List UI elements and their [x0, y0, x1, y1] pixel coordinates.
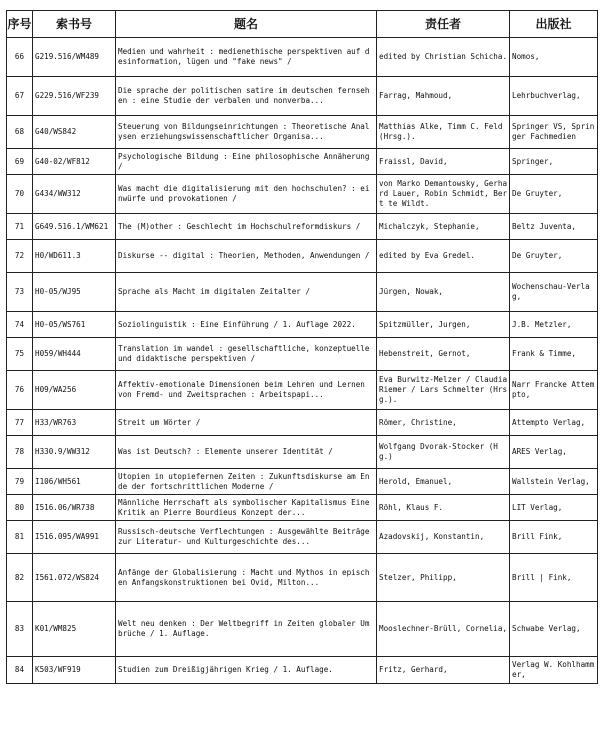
cell-publisher	[510, 240, 598, 273]
cell-publisher-text: De Gruyter,	[512, 189, 563, 198]
cell-title-text: Utopien in utopiefernen Zeiten : Zukunftsdiskurse am Ende der fortschrittlichen Moderne /	[118, 471, 370, 491]
cell-title-text: Medien und wahrheit : medienethische perspektiven auf desinformation, lügen und "fake news" /	[118, 47, 370, 66]
cell-publisher	[510, 657, 598, 684]
cell-publisher-text: Narr Francke Attempto,	[512, 380, 595, 399]
header-responsibility: 责任者	[377, 11, 510, 38]
table-row	[7, 338, 598, 371]
cell-title-text: Welt neu denken : Der Weltbegriff in Zeiten globaler Umbrüche / 1. Auflage.	[118, 619, 370, 638]
header-publisher: 出版社	[510, 11, 598, 38]
cell-seq	[7, 175, 33, 214]
cell-call-number	[33, 240, 116, 273]
table-row	[7, 657, 598, 684]
cell-seq-text: 66	[14, 52, 25, 61]
table-row	[7, 554, 598, 602]
cell-title	[116, 521, 377, 554]
cell-call-number-text: H0-05/WS761	[35, 319, 86, 329]
header-call-number: 索书号	[33, 11, 116, 38]
cell-responsibility-text: Mooslechner-Brüll, Cornelia,	[379, 624, 507, 633]
cell-call-number-text: G434/WW312	[35, 189, 81, 198]
cell-call-number	[33, 469, 116, 495]
cell-title	[116, 77, 377, 116]
cell-responsibility	[377, 410, 510, 436]
cell-seq	[7, 312, 33, 338]
cell-responsibility-text: Hebenstreit, Gernot,	[379, 349, 471, 358]
cell-responsibility	[377, 240, 510, 273]
table-row	[7, 77, 598, 116]
cell-title	[116, 495, 377, 521]
cell-responsibility	[377, 554, 510, 602]
cell-call-number	[33, 338, 116, 371]
cell-title-text: The (M)other : Geschlecht im Hochschulreformdiskurs /	[118, 221, 361, 231]
cell-title	[116, 338, 377, 371]
cell-publisher-text: Springer,	[512, 156, 554, 166]
cell-seq	[7, 657, 33, 684]
cell-title	[116, 371, 377, 410]
cell-title-text: Was macht die digitalisierung mit den hochschulen? : einwürfe und provokationen /	[118, 184, 370, 203]
cell-title-text: Streit um Wörter /	[118, 417, 201, 427]
cell-responsibility-text: Eva Burwitz-Melzer / Claudia Riemer / Lars Schmelter (Hrsg.).	[379, 375, 507, 404]
table-row	[7, 214, 598, 240]
cell-title	[116, 410, 377, 436]
cell-seq-text: 68	[14, 127, 25, 136]
cell-title-text: Psychologische Bildung : Eine philosophische Annäherung /	[118, 151, 370, 171]
cell-publisher-text: Lehrbuchverlag,	[512, 91, 581, 100]
cell-title	[116, 149, 377, 175]
cell-publisher	[510, 469, 598, 495]
cell-call-number-text: H33/WR763	[35, 417, 77, 427]
cell-seq	[7, 149, 33, 175]
header-row	[7, 11, 598, 38]
cell-seq	[7, 240, 33, 273]
cell-publisher-text: ARES Verlag,	[512, 447, 567, 456]
cell-responsibility	[377, 273, 510, 312]
cell-responsibility-text: Spitzmüller, Jurgen,	[379, 319, 471, 329]
cell-call-number-text: H09/WA256	[35, 385, 77, 394]
cell-call-number	[33, 149, 116, 175]
table-row	[7, 371, 598, 410]
cell-title	[116, 602, 377, 657]
cell-publisher	[510, 436, 598, 469]
cell-responsibility-text: edited by Christian Schicha.	[379, 52, 507, 61]
cell-seq-text: 69	[14, 156, 25, 166]
cell-call-number	[33, 521, 116, 554]
cell-seq	[7, 436, 33, 469]
cell-seq	[7, 602, 33, 657]
table-row	[7, 602, 598, 657]
cell-publisher	[510, 77, 598, 116]
cell-title-text: Soziolinguistik : Eine Einführung / 1. Auflage 2022.	[118, 319, 356, 329]
cell-call-number	[33, 38, 116, 77]
cell-publisher-text: Brill | Fink,	[512, 572, 572, 582]
cell-call-number	[33, 312, 116, 338]
cell-publisher-text: De Gruyter,	[512, 251, 563, 260]
cell-seq	[7, 116, 33, 149]
cell-responsibility	[377, 371, 510, 410]
cell-call-number	[33, 273, 116, 312]
table-row	[7, 521, 598, 554]
cell-title	[116, 273, 377, 312]
cell-call-number-text: K503/WF919	[35, 665, 81, 674]
cell-seq	[7, 338, 33, 371]
cell-responsibility	[377, 77, 510, 116]
cell-call-number-text: G229.516/WF239	[35, 91, 100, 100]
table-row	[7, 469, 598, 495]
cell-responsibility	[377, 495, 510, 521]
cell-seq-text: 75	[14, 349, 25, 358]
cell-publisher-text: Frank & Timme,	[512, 349, 577, 358]
cell-responsibility	[377, 312, 510, 338]
cell-title-text: Diskurse -- digital : Theorien, Methoden, Anwendungen /	[118, 251, 370, 260]
cell-publisher	[510, 602, 598, 657]
cell-seq	[7, 273, 33, 312]
cell-title-text: Anfänge der Globalisierung : Macht und Mythos in epischen Anfangskonstruktionen bei Ovid, Milton...	[118, 567, 370, 587]
cell-call-number	[33, 116, 116, 149]
cell-seq-text: 83	[14, 624, 25, 633]
cell-seq	[7, 469, 33, 495]
cell-responsibility-text: Farrag, Mahmoud,	[379, 91, 453, 100]
cell-call-number-text: K01/WM825	[35, 624, 77, 633]
cell-responsibility-text: Matthias Alke, Timm C. Feld (Hrsg.).	[379, 122, 503, 141]
cell-title-text: Was ist Deutsch? : Elemente unserer Identität /	[118, 447, 333, 456]
cell-seq-text: 76	[14, 385, 25, 394]
header-title: 题名	[116, 11, 377, 38]
cell-responsibility	[377, 338, 510, 371]
cell-publisher	[510, 312, 598, 338]
cell-publisher	[510, 149, 598, 175]
cell-title	[116, 38, 377, 77]
cell-call-number	[33, 554, 116, 602]
cell-call-number-text: G40/WS842	[35, 127, 77, 136]
cell-publisher	[510, 338, 598, 371]
cell-call-number-text: H0-05/WJ95	[35, 287, 81, 296]
cell-seq	[7, 77, 33, 116]
cell-call-number	[33, 214, 116, 240]
cell-call-number	[33, 77, 116, 116]
cell-title	[116, 436, 377, 469]
cell-title-text: Affektiv-emotionale Dimensionen beim Lehren und Lernen von Fremd- und Zweitsprachen : Arbeitspapi...	[118, 380, 365, 399]
cell-title	[116, 116, 377, 149]
cell-seq-text: 70	[14, 189, 25, 198]
cell-call-number	[33, 657, 116, 684]
table-row	[7, 410, 598, 436]
cell-responsibility	[377, 521, 510, 554]
cell-seq	[7, 495, 33, 521]
cell-publisher	[510, 521, 598, 554]
cell-title	[116, 175, 377, 214]
cell-call-number	[33, 175, 116, 214]
cell-responsibility	[377, 149, 510, 175]
cell-responsibility-text: von Marko Demantowsky, Gerhard Lauer, Robin Schmidt, Bert te Wildt.	[379, 179, 507, 208]
cell-publisher-text: Beltz Juventa,	[512, 221, 577, 231]
cell-title-text: Translation im wandel : gesellschaftliche, konzeptuelle und didaktische perspektiven /	[118, 344, 370, 363]
cell-seq-text: 71	[14, 221, 25, 231]
cell-call-number	[33, 371, 116, 410]
cell-call-number-text: H330.9/WW312	[35, 447, 90, 456]
cell-seq	[7, 38, 33, 77]
cell-seq	[7, 410, 33, 436]
cell-seq-text: 74	[14, 319, 25, 329]
cell-title-text: Männliche Herrschaft als symbolischer Kapitalismus Eine Kritik an Pierre Bourdieus Konzept der...	[118, 497, 370, 517]
cell-responsibility-text: edited by Eva Gredel.	[379, 251, 476, 260]
cell-publisher	[510, 371, 598, 410]
cell-seq-text: 78	[14, 447, 25, 456]
cell-responsibility-text: Jürgen, Nowak,	[379, 287, 444, 296]
cell-seq-text: 84	[14, 665, 25, 674]
table-row	[7, 273, 598, 312]
table-row	[7, 436, 598, 469]
cell-responsibility	[377, 657, 510, 684]
cell-publisher-text: LIT Verlag,	[512, 502, 563, 512]
cell-call-number	[33, 436, 116, 469]
cell-seq-text: 73	[14, 287, 25, 296]
cell-publisher	[510, 214, 598, 240]
cell-responsibility-text: Wolfgang Dvorak-Stocker (Hg.)	[379, 442, 498, 461]
cell-seq-text: 77	[14, 417, 25, 427]
cell-call-number-text: I516.06/WR738	[35, 502, 95, 512]
cell-call-number-text: H0/WD611.3	[35, 251, 81, 260]
cell-title-text: Studien zum Dreißigjährigen Krieg / 1. Auflage.	[118, 665, 333, 674]
cell-responsibility	[377, 116, 510, 149]
cell-title	[116, 214, 377, 240]
cell-title	[116, 312, 377, 338]
cell-responsibility-text: Röhl, Klaus F.	[379, 502, 444, 512]
cell-publisher-text: J.B. Metzler,	[512, 319, 572, 329]
cell-responsibility-text: Michalczyk, Stephanie,	[379, 221, 480, 231]
cell-call-number	[33, 495, 116, 521]
cell-title-text: Russisch-deutsche Verflechtungen : Ausgewählte Beiträge zur Literatur- und Kulturgeschichte des...	[118, 527, 370, 546]
cell-seq-text: 72	[14, 251, 25, 260]
cell-publisher	[510, 175, 598, 214]
table-row	[7, 312, 598, 338]
cell-responsibility-text: Fritz, Gerhard,	[379, 665, 448, 674]
cell-call-number-text: I106/WH561	[35, 476, 81, 486]
cell-seq	[7, 371, 33, 410]
cell-publisher	[510, 273, 598, 312]
cell-publisher-text: Brill Fink,	[512, 532, 563, 541]
table-row	[7, 116, 598, 149]
cell-responsibility	[377, 175, 510, 214]
book-list-table	[6, 10, 598, 684]
cell-responsibility-text: Römer, Christine,	[379, 417, 457, 427]
table-row	[7, 38, 598, 77]
cell-call-number	[33, 602, 116, 657]
cell-publisher-text: Nomos,	[512, 52, 540, 61]
cell-seq-text: 80	[14, 502, 25, 512]
cell-responsibility	[377, 469, 510, 495]
cell-responsibility	[377, 214, 510, 240]
cell-publisher	[510, 495, 598, 521]
cell-title-text: Sprache als Macht im digitalen Zeitalter /	[118, 287, 311, 296]
cell-seq-text: 67	[14, 91, 25, 100]
cell-publisher	[510, 116, 598, 149]
cell-seq-text: 82	[14, 572, 25, 582]
cell-seq	[7, 214, 33, 240]
table-row	[7, 495, 598, 521]
cell-publisher	[510, 38, 598, 77]
cell-publisher-text: Wochenschau-Verlag,	[512, 282, 590, 301]
cell-seq-text: 81	[14, 532, 25, 541]
cell-responsibility-text: Herold, Emanuel,	[379, 476, 453, 486]
cell-call-number-text: G40-02/WF812	[35, 156, 90, 166]
cell-call-number-text: G649.516.1/WM621	[35, 221, 109, 231]
table-row	[7, 240, 598, 273]
cell-seq	[7, 521, 33, 554]
cell-responsibility-text: Fraissl, David,	[379, 156, 448, 166]
cell-call-number	[33, 410, 116, 436]
cell-publisher	[510, 410, 598, 436]
header-seq: 序号	[7, 11, 33, 38]
cell-publisher-text: Verlag W. Kohlhammer,	[512, 660, 595, 679]
cell-responsibility-text: Azadovskij, Konstantin,	[379, 532, 485, 541]
cell-responsibility	[377, 602, 510, 657]
cell-title	[116, 240, 377, 273]
table-row	[7, 175, 598, 214]
cell-title	[116, 554, 377, 602]
cell-title	[116, 657, 377, 684]
cell-call-number-text: I516.095/WA991	[35, 532, 100, 541]
table-row	[7, 149, 598, 175]
cell-responsibility-text: Stelzer, Philipp,	[379, 572, 457, 582]
cell-call-number-text: I561.072/WS824	[35, 572, 100, 582]
cell-publisher-text: Attempto Verlag,	[512, 417, 586, 427]
cell-responsibility	[377, 38, 510, 77]
cell-publisher-text: Springer VS, Springer Fachmedien	[512, 122, 595, 141]
cell-call-number-text: G219.516/WM489	[35, 52, 100, 61]
cell-publisher-text: Wallstein Verlag,	[512, 476, 590, 486]
cell-call-number-text: H059/WH444	[35, 349, 81, 358]
cell-responsibility	[377, 436, 510, 469]
cell-title-text: Die sprache der politischen satire im deutschen fernsehen : eine Studie der verbalen und nonverba...	[118, 86, 370, 105]
cell-publisher	[510, 554, 598, 602]
cell-seq-text: 79	[14, 476, 25, 486]
cell-publisher-text: Schwabe Verlag,	[512, 624, 581, 633]
cell-title-text: Steuerung von Bildungseinrichtungen : Theoretische Analysen erziehungswissenschaftlicher Organisa...	[118, 122, 370, 141]
cell-title	[116, 469, 377, 495]
cell-seq	[7, 554, 33, 602]
